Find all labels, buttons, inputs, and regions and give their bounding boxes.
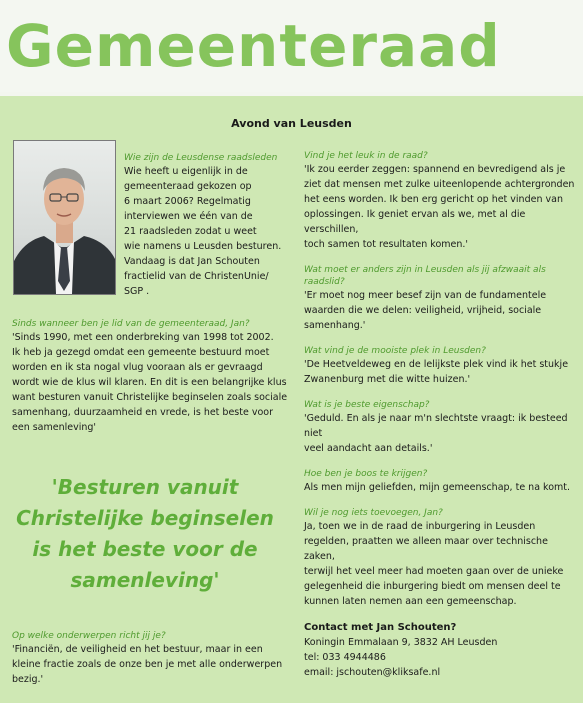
- contact-address: Koningin Emmalaan 9, 3832 AH Leusden: [304, 637, 498, 648]
- portrait-photo: [13, 140, 116, 295]
- intro-line: Vandaag is dat Jan Schouten: [124, 256, 260, 267]
- answer-line: Ik heb ja gezegd omdat een gemeente bestuurd moet: [12, 347, 270, 358]
- answer-line: worden en ik sta nogal vlug vooraan als er gevraagd: [12, 362, 263, 373]
- question-heading: Wil je nog iets toevoegen, Jan?: [304, 508, 443, 518]
- answer-line: wordt wie de klus wil klaren. En dit is een belangrijke klus: [12, 377, 287, 388]
- answer-line: Ja, toen we in de raad de inburgering in Leusden: [304, 521, 536, 532]
- question-heading: Wat vind je de mooiste plek in Leusden?: [304, 346, 486, 356]
- answer-line: 'Sinds 1990, met een onderbreking van 1998 tot 2002.: [12, 332, 274, 343]
- answer-line: samenhang.': [304, 320, 366, 331]
- answer-line: 'De Heetveldeweg en de lelijkste plek vind ik het stukje: [304, 359, 569, 370]
- portrait-illustration: [14, 141, 115, 294]
- pull-quote-line: samenleving': [70, 568, 220, 592]
- intro-line: 21 raadsleden zodat u weet: [124, 226, 257, 237]
- answer-line: 'Geduld. En als je naar m'n slechtste vraagt: ik besteed niet: [304, 413, 568, 439]
- answer-line: gelegenheid die inburgering biedt om mensen deel te: [304, 581, 561, 592]
- answer-line: kleine fractie zoals de onze ben je met alle onderwerpen: [12, 659, 283, 670]
- intro-line: wie namens u Leusden besturen.: [124, 241, 282, 252]
- pull-quote-line: 'Besturen vanuit: [51, 475, 239, 499]
- pull-quote-line: Christelijke beginselen: [16, 506, 274, 530]
- answer-line: oplossingen. Ik geniet ervan als we, met al die verschillen,: [304, 209, 526, 235]
- left-qa-1: [12, 318, 297, 435]
- intro-block: [124, 152, 294, 299]
- answer-line: ziet dat mensen met zulke uiteenlopende achtergronden: [304, 179, 575, 190]
- answer-line: veel aandacht aan details.': [304, 443, 433, 454]
- answer-line: 'Er moet nog meer besef zijn van de fundamentele: [304, 290, 547, 301]
- answer-line: waarden die we delen: veiligheid, vrijheid, sociale: [304, 305, 542, 316]
- intro-line: gemeenteraad gekozen op: [124, 181, 252, 192]
- answer-line: Zwanenburg met die witte huizen.': [304, 374, 471, 385]
- contact-email: email: jschouten@kliksafe.nl: [304, 667, 441, 678]
- pull-quote-line: is het beste voor de: [32, 537, 258, 561]
- answer-line: want besturen vanuit Christelijke beginselen zoals sociale: [12, 392, 288, 403]
- answer-line: toch samen tot resultaten komen.': [304, 239, 469, 250]
- intro-line: interviewen we één van de: [124, 211, 253, 222]
- question-heading: Wat is je beste eigenschap?: [304, 400, 430, 410]
- answer-line: bezig.': [12, 674, 44, 685]
- left-qa-2: [12, 630, 297, 687]
- contact-title: Contact met Jan Schouten?: [304, 622, 457, 633]
- page-title: Gemeenteraad: [6, 12, 501, 80]
- answer-line: het eens worden. Ik ben erg gericht op het vinden van: [304, 194, 563, 205]
- intro-line: Wie heeft u eigenlijk in de: [124, 166, 248, 177]
- answer-line: 'Ik zou eerder zeggen: spannend en bevredigend als je: [304, 164, 566, 175]
- question-heading: Wat moet er anders zijn in Leusden als jij afzwaait als: [304, 265, 546, 275]
- answer-line: een samenleving': [12, 422, 97, 433]
- pull-quote: [10, 472, 280, 596]
- masthead: [0, 0, 583, 92]
- answer-line: regelden, praatten we alleen maar over technische zaken,: [304, 536, 548, 562]
- answer-line: terwijl het veel meer had moeten gaan over de unieke: [304, 566, 564, 577]
- intro-line: 6 maart 2006? Regelmatig: [124, 196, 251, 207]
- contact-phone: tel: 033 4944486: [304, 652, 386, 663]
- intro-line: SGP .: [124, 286, 150, 297]
- answer-line: Als men mijn geliefden, mijn gemeenschap, te na komt.: [304, 482, 571, 493]
- question-heading: Vind je het leuk in de raad?: [304, 151, 428, 161]
- question-heading: raadslid?: [304, 277, 345, 287]
- article-subtitle: Avond van Leusden: [231, 117, 352, 130]
- intro-question: Wie zijn de Leusdense raadsleden: [124, 153, 278, 163]
- answer-line: kunnen laten nemen aan een gemeenschap.: [304, 596, 517, 607]
- right-column: [304, 150, 580, 680]
- answer-line: 'Financiën, de veiligheid en het bestuur, maar in een: [12, 644, 263, 655]
- intro-line: fractielid van de ChristenUnie/: [124, 271, 269, 282]
- question-heading: Sinds wanneer ben je lid van de gemeenteraad, Jan?: [12, 319, 250, 329]
- answer-line: samenhang, duurzaamheid en vrede, is het beste voor: [12, 407, 273, 418]
- question-heading: Hoe ben je boos te krijgen?: [304, 469, 428, 479]
- question-heading: Op welke onderwerpen richt jij je?: [12, 631, 166, 641]
